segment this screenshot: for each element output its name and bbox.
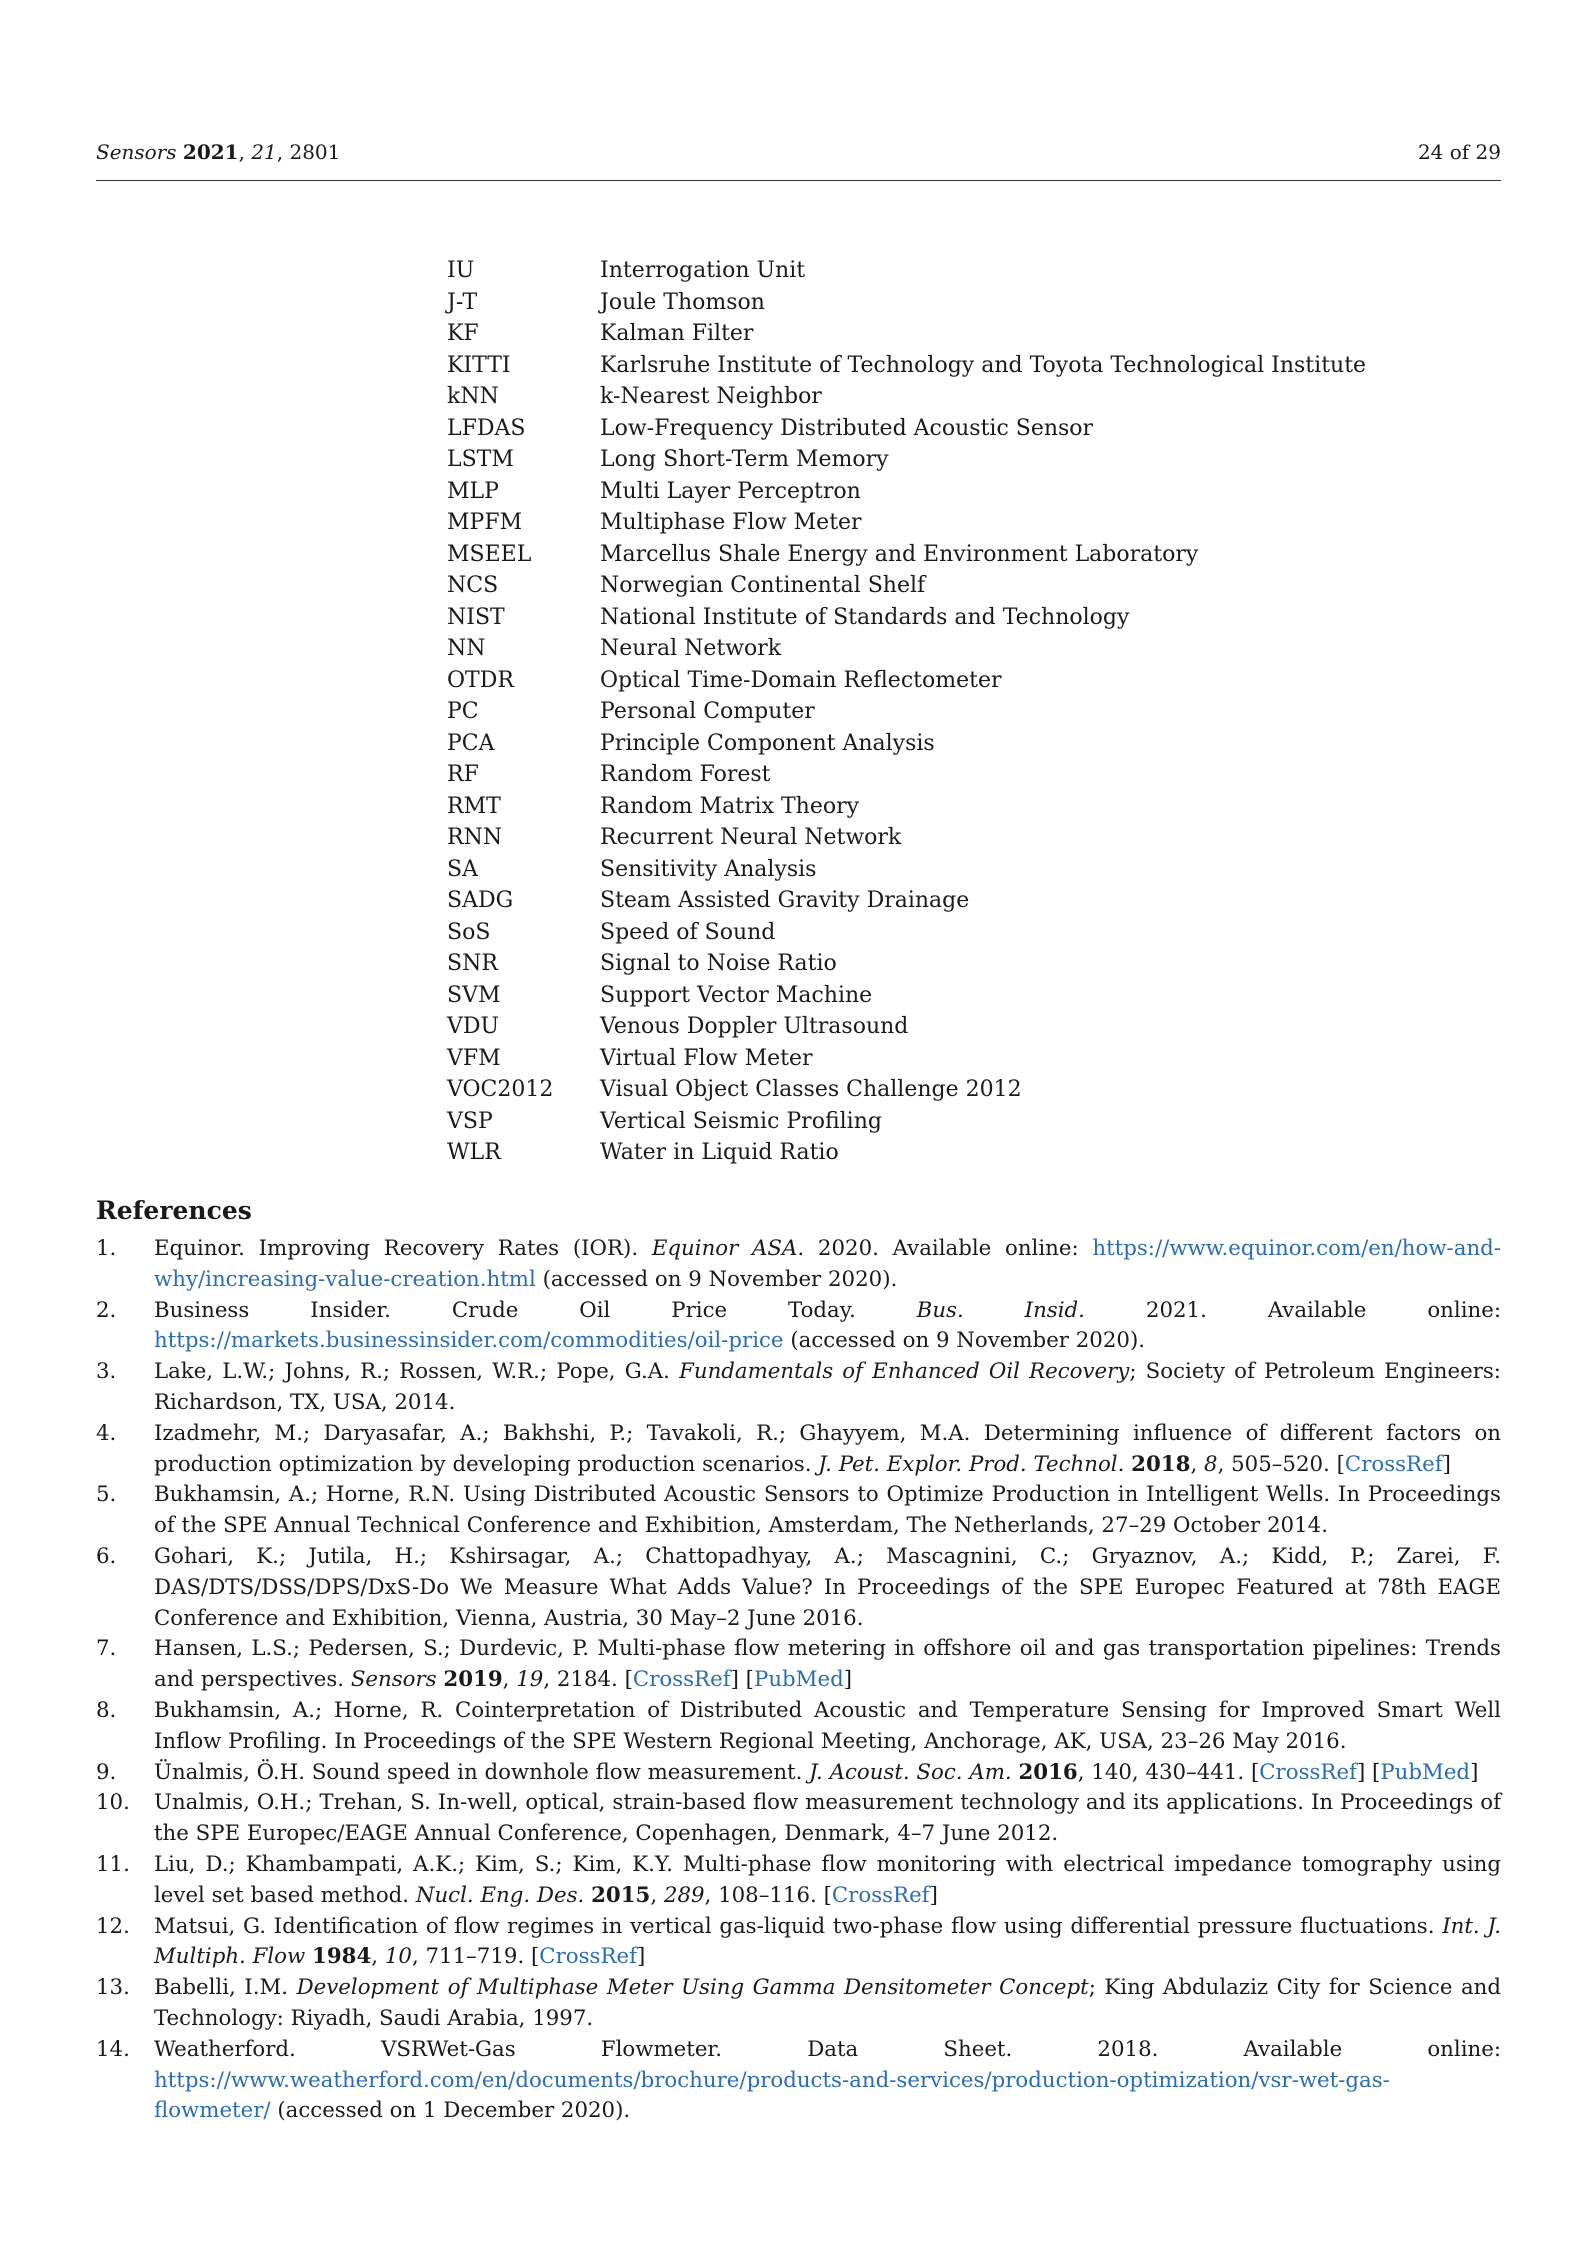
reference-text: ]: [1442, 1451, 1451, 1477]
abbreviation-definition: Random Matrix Theory: [600, 793, 860, 819]
reference-italic-text: 10: [384, 1944, 412, 1970]
article-number: 2801: [289, 140, 341, 164]
abbreviation-term: VDU: [447, 1014, 500, 1039]
abbreviations-list: [447, 255, 1367, 1169]
abbreviation-term: KF: [447, 321, 479, 346]
reference-italic-text: Int. J. Multiph. Flow: [154, 1913, 1501, 1970]
page-number: 24 of 29: [1417, 140, 1501, 164]
reference-text: Matsui, G. Identification of flow regimes in vertical gas-liquid two-phase flow using differential pressure fluctuations.: [154, 1913, 1443, 1939]
references-heading: References: [96, 1196, 252, 1225]
reference-text: ; Society of Petroleum Engineers: Richardson, TX, USA, 2014.: [154, 1359, 1501, 1415]
abbreviation-term: J-T: [447, 289, 478, 315]
reference-text: ] [: [1356, 1759, 1381, 1785]
reference-text: ]: [1470, 1759, 1479, 1785]
abbreviation-definition: Speed of Sound: [600, 919, 776, 945]
abbreviation-term: MSEEL: [447, 541, 532, 567]
reference-item: [96, 1758, 1501, 1789]
abbreviation-definition: Water in Liquid Ratio: [600, 1140, 839, 1165]
abbreviation-definition: Principle Component Analysis: [600, 730, 935, 756]
abbreviation-row: [447, 696, 1347, 728]
reference-text: Gohari, K.; Jutila, H.; Kshirsagar, A.; Chattopadhyay, A.; Mascagnini, C.; Gryaznov, A.; Kidd, P.; Zarei, F. DAS/DTS/DSS/DPS/DxS-Do We Measure What Adds Value? In Proceedings of the SPE Europec Featured at 78th EAGE Conference and Exhibition, Vienna, Austria, 30 May–2 June 2016.: [154, 1543, 1501, 1631]
abbreviation-term: VOC2012: [447, 1077, 554, 1102]
reference-italic-text: Development of Multiphase Meter Using Gamma Densitometer Concept: [296, 1975, 1089, 2001]
abbreviation-definition: Multi Layer Perceptron: [600, 478, 861, 504]
abbreviation-term: NCS: [447, 573, 499, 598]
reference-text: Bukhamsin, A.; Horne, R. Cointerpretation of Distributed Acoustic and Temperature Sensing for Improved Smart Well Inflow Profiling. In Proceedings of the SPE Western Regional Meeting, Anchorage, AK, USA, 23–26 May 2016.: [154, 1697, 1501, 1754]
reference-text: (accessed on 9 November 2020).: [783, 1328, 1146, 1354]
abbreviation-definition: Marcellus Shale Energy and Environment Laboratory: [600, 541, 1199, 567]
abbreviation-row: [447, 570, 1347, 602]
reference-italic-text: J. Acoust. Soc. Am.: [809, 1759, 1012, 1785]
reference-text: Business Insider. Crude Oil Price Today.: [154, 1297, 917, 1323]
reference-text: ,: [1190, 1451, 1204, 1477]
reference-text: , 505–520. [: [1217, 1451, 1345, 1477]
reference-text: ]: [929, 1882, 938, 1908]
reference-number: 9.: [96, 1759, 117, 1785]
abbreviation-term: VFM: [447, 1045, 501, 1071]
abbreviation-row: [447, 539, 1347, 571]
abbreviation-row: [447, 602, 1347, 634]
abbreviation-row: [447, 287, 1347, 319]
reference-italic-text: Sensors: [350, 1667, 437, 1693]
abbreviation-definition: Interrogation Unit: [600, 258, 806, 283]
reference-text: ,: [650, 1882, 664, 1908]
reference-link[interactable]: PubMed: [1380, 1759, 1471, 1785]
reference-text: Babelli, I.M.: [154, 1975, 297, 2001]
abbreviation-term: IU: [447, 258, 475, 283]
page-header: [96, 136, 1501, 181]
abbreviation-definition: Joule Thomson: [600, 289, 765, 315]
reference-year: 1984: [312, 1944, 372, 1970]
reference-number: 3.: [96, 1359, 117, 1385]
abbreviation-definition: Neural Network: [600, 636, 782, 661]
reference-text: ]: [843, 1667, 853, 1693]
reference-number: 6.: [96, 1543, 117, 1569]
reference-text: , 711–719. [: [411, 1944, 540, 1970]
abbreviation-row: [447, 854, 1347, 886]
abbreviation-term: LFDAS: [447, 415, 526, 441]
reference-year: 2018: [1131, 1451, 1191, 1477]
reference-italic-text: 8: [1204, 1451, 1218, 1477]
journal-volume: 21: [251, 140, 277, 164]
reference-year: 2015: [591, 1882, 651, 1908]
reference-number: 12.: [96, 1913, 130, 1939]
abbreviation-row: [447, 759, 1347, 791]
reference-text: Hansen, L.S.; Pedersen, S.; Durdevic, P. Multi-phase flow metering in offshore oil and gas transportation pipelines: Trends and perspectives.: [154, 1636, 1501, 1693]
reference-number: 7.: [96, 1636, 117, 1662]
reference-number: 13.: [96, 1975, 130, 2001]
reference-text: , 140, 430–441. [: [1077, 1759, 1260, 1785]
reference-text: ; King Abdulaziz City for Science and Technology: Riyadh, Saudi Arabia, 1997.: [154, 1975, 1501, 2031]
reference-link[interactable]: PubMed: [753, 1667, 844, 1693]
abbreviation-definition: Recurrent Neural Network: [600, 825, 902, 850]
abbreviation-row: [447, 413, 1347, 445]
reference-text: , 108–116. [: [704, 1882, 832, 1908]
reference-link[interactable]: CrossRef: [539, 1944, 637, 1970]
abbreviation-definition: Virtual Flow Meter: [600, 1045, 813, 1071]
reference-number: 8.: [96, 1697, 117, 1723]
abbreviation-term: VSP: [447, 1108, 493, 1134]
abbreviation-term: KITTI: [447, 352, 511, 378]
reference-italic-text: Bus. Insid.: [916, 1297, 1085, 1323]
reference-item: [96, 1296, 1501, 1358]
abbreviation-term: NN: [447, 636, 486, 661]
abbreviation-definition: Support Vector Machine: [600, 982, 873, 1008]
reference-item: [96, 1850, 1501, 1912]
reference-italic-text: J. Pet. Explor. Prod. Technol.: [818, 1451, 1125, 1477]
abbreviation-definition: Karlsruhe Institute of Technology and Toyota Technological Institute: [600, 352, 1367, 378]
abbreviation-definition: Venous Doppler Ultrasound: [600, 1014, 909, 1039]
reference-text: Bukhamsin, A.; Horne, R.N. Using Distributed Acoustic Sensors to Optimize Production in Intelligent Wells. In Proceedings of the SPE Annual Technical Conference and Exhibition, Amsterdam, The Netherlands, 27–29 October 2014.: [154, 1482, 1501, 1539]
abbreviation-definition: Random Forest: [600, 762, 771, 787]
reference-number: 5.: [96, 1482, 117, 1508]
abbreviation-definition: Visual Object Classes Challenge 2012: [600, 1077, 1022, 1102]
reference-text: ] [: [730, 1667, 754, 1693]
reference-italic-text: Fundamentals of Enhanced Oil Recovery: [679, 1359, 1130, 1385]
abbreviation-term: RNN: [447, 825, 503, 850]
abbreviation-row: [447, 476, 1347, 508]
reference-link[interactable]: https://www.weatherford.com/en/documents/brochure/products-and-services/production-optimization/vsr-wet-gas-flowmeter/: [154, 2067, 1390, 2124]
journal-year: 2021: [182, 140, 239, 164]
abbreviation-row: [447, 318, 1347, 350]
abbreviation-definition: Signal to Noise Ratio: [600, 951, 837, 976]
reference-text: , 2184. [: [543, 1667, 633, 1693]
abbreviation-row: [447, 728, 1347, 760]
reference-item: [96, 2035, 1501, 2127]
abbreviation-definition: Long Short-Term Memory: [600, 447, 889, 472]
abbreviation-term: SNR: [447, 951, 498, 976]
reference-number: 1.: [96, 1236, 117, 1261]
abbreviation-term: RF: [447, 762, 479, 787]
reference-text: Weatherford. VSRWet-Gas Flowmeter. Data Sheet. 2018. Available online:: [154, 2036, 1501, 2062]
abbreviation-row: [447, 948, 1347, 980]
abbreviation-row: [447, 917, 1347, 949]
abbreviation-term: SoS: [447, 919, 491, 945]
reference-year: 2019: [443, 1667, 503, 1693]
reference-text: ]: [636, 1944, 646, 1970]
reference-number: 4.: [96, 1420, 117, 1446]
abbreviation-definition: Norwegian Continental Shelf: [600, 573, 926, 598]
journal-citation: Sensors 2021, 21, 2801: [96, 140, 341, 164]
reference-number: 2.: [96, 1297, 117, 1323]
reference-number: 10.: [96, 1790, 130, 1816]
abbreviation-row: [447, 885, 1347, 917]
reference-year: 2016: [1018, 1759, 1078, 1785]
reference-italic-text: 289: [663, 1882, 705, 1908]
reference-text: (accessed on 1 December 2020).: [270, 2098, 631, 2124]
abbreviation-definition: Kalman Filter: [600, 321, 754, 346]
abbreviation-definition: Personal Computer: [600, 699, 815, 724]
reference-text: (accessed on 9 November 2020).: [535, 1266, 898, 1292]
abbreviation-row: [447, 255, 1347, 287]
abbreviation-row: [447, 1106, 1347, 1138]
reference-text: ,: [502, 1667, 517, 1693]
abbreviation-definition: Vertical Seismic Profiling: [600, 1108, 882, 1134]
reference-item: [96, 1912, 1501, 1974]
abbreviation-definition: Steam Assisted Gravity Drainage: [600, 888, 970, 913]
reference-number: 14.: [96, 2036, 130, 2062]
abbreviation-term: MLP: [447, 478, 499, 504]
reference-link[interactable]: CrossRef: [831, 1882, 930, 1908]
reference-text: Ünalmis, Ö.H. Sound speed in downhole flow measurement.: [154, 1759, 810, 1785]
reference-link[interactable]: https://www.equinor.com/en/how-and-why/increasing-value-creation.html: [154, 1236, 1501, 1292]
abbreviation-row: [447, 1011, 1347, 1043]
abbreviation-definition: Sensitivity Analysis: [600, 856, 817, 882]
reference-text: [305, 1944, 312, 1969]
reference-text: Equinor. Improving Recovery Rates (IOR).: [154, 1236, 652, 1261]
abbreviation-term: RMT: [447, 793, 501, 819]
reference-text: Lake, L.W.; Johns, R.; Rossen, W.R.; Pope, G.A.: [154, 1359, 680, 1385]
reference-text: Unalmis, O.H.; Trehan, S. In-well, optical, strain-based flow measurement technology and its applications. In Proceedings of the SPE Europec/EAGE Annual Conference, Copenhagen, Denmark, 4–7 June 2012.: [154, 1790, 1501, 1847]
abbreviation-row: [447, 822, 1347, 854]
reference-italic-text: Equinor ASA: [651, 1236, 798, 1261]
reference-italic-text: 19: [516, 1667, 544, 1693]
abbreviation-row: [447, 381, 1347, 413]
references-list: [96, 1234, 1501, 2127]
reference-link[interactable]: https://markets.businessinsider.com/commodities/oil-price: [154, 1328, 784, 1354]
abbreviation-row: [447, 1043, 1347, 1075]
abbreviation-row: [447, 791, 1347, 823]
abbreviation-row: [447, 1137, 1347, 1169]
abbreviation-definition: k-Nearest Neighbor: [600, 384, 822, 409]
reference-text: 2021. Available online:: [1084, 1297, 1501, 1323]
abbreviation-term: kNN: [447, 384, 499, 409]
abbreviation-term: SVM: [447, 982, 501, 1008]
reference-item: [96, 1788, 1501, 1850]
abbreviation-row: [447, 444, 1347, 476]
abbreviation-term: PCA: [447, 730, 495, 756]
reference-item: [96, 1419, 1501, 1481]
abbreviation-term: WLR: [447, 1140, 501, 1165]
abbreviation-term: LSTM: [447, 447, 514, 472]
abbreviation-row: [447, 665, 1347, 697]
reference-text: Izadmehr, M.; Daryasafar, A.; Bakhshi, P.; Tavakoli, R.; Ghayyem, M.A. Determining influence of different factors on production optimization by developing production scenarios.: [154, 1420, 1501, 1477]
abbreviation-row: [447, 980, 1347, 1012]
abbreviation-term: PC: [447, 699, 479, 724]
abbreviation-row: [447, 350, 1367, 382]
abbreviation-term: SADG: [447, 888, 514, 913]
reference-link[interactable]: CrossRef: [1344, 1451, 1443, 1477]
abbreviation-row: [447, 633, 1347, 665]
reference-text: ,: [371, 1944, 385, 1970]
reference-text: . 2020. Available online:: [797, 1236, 1093, 1261]
abbreviation-term: MPFM: [447, 510, 523, 535]
abbreviation-definition: Multiphase Flow Meter: [600, 510, 862, 535]
reference-item: [96, 1480, 1501, 1542]
reference-link[interactable]: CrossRef: [1259, 1759, 1357, 1785]
reference-item: [96, 1973, 1501, 2035]
abbreviation-row: [447, 507, 1347, 539]
abbreviation-term: SA: [447, 856, 478, 882]
reference-link[interactable]: CrossRef: [632, 1667, 731, 1693]
reference-number: 11.: [96, 1851, 130, 1877]
abbreviation-term: OTDR: [447, 667, 514, 693]
reference-item: [96, 1357, 1501, 1419]
journal-name: Sensors: [96, 140, 177, 164]
reference-item: [96, 1542, 1501, 1634]
abbreviation-definition: National Institute of Standards and Technology: [600, 604, 1130, 630]
abbreviation-term: NIST: [447, 604, 505, 630]
reference-text: Liu, D.; Khambampati, A.K.; Kim, S.; Kim, K.Y. Multi-phase flow monitoring with electrical impedance tomography using level set based method.: [154, 1851, 1501, 1908]
reference-item: [96, 1634, 1501, 1696]
reference-item: [96, 1234, 1501, 1296]
abbreviation-definition: Low-Frequency Distributed Acoustic Sensor: [600, 415, 1094, 441]
reference-item: [96, 1696, 1501, 1758]
abbreviation-definition: Optical Time-Domain Reflectometer: [600, 667, 1002, 693]
reference-italic-text: Nucl. Eng. Des.: [415, 1882, 585, 1908]
abbreviation-row: [447, 1074, 1347, 1106]
